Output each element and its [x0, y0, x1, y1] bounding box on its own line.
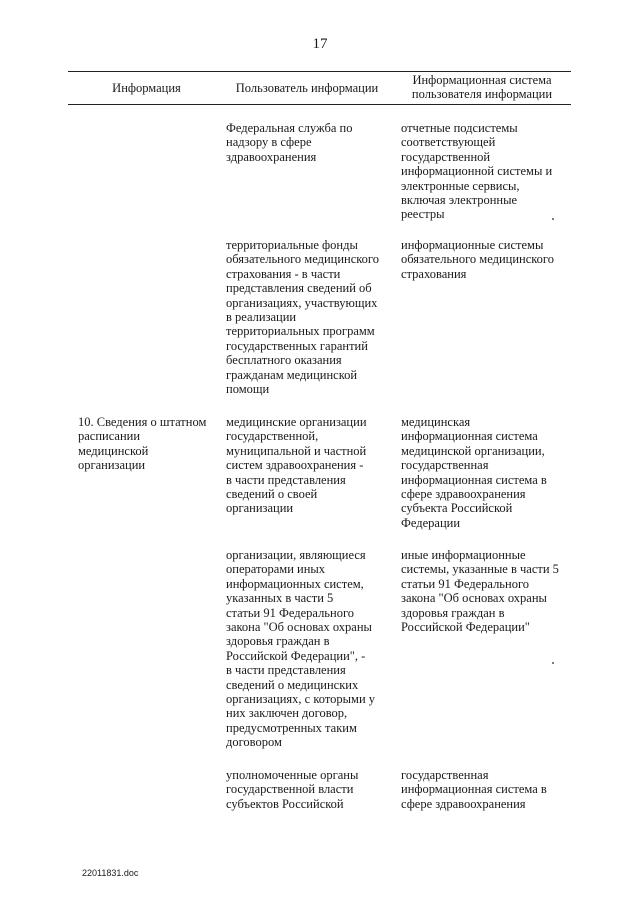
- row3-info: 10. Сведения о штатном расписании медицинской организации: [78, 415, 207, 473]
- table-header-rule: [68, 104, 571, 105]
- row2-user: территориальные фонды обязательного медицинского страхования - в части представления сведений об организациях, участвующих в реализации территориальных программ государственных гарантий бесплатного оказания гражданам медицинской помощи: [226, 238, 380, 397]
- scan-speck: [552, 218, 554, 220]
- row1-user: Федеральная служба по надзору в сфере здравоохранения: [226, 121, 353, 164]
- header-user: Пользователь информации: [235, 81, 379, 95]
- page-number: 17: [312, 36, 328, 52]
- row4-system: иные информационные системы, указанные в части 5 статьи 91 Федерального закона "Об основах охраны здоровья граждан в Российской Федерации": [401, 548, 559, 635]
- row5-user: уполномоченные органы государственной власти субъектов Российской: [226, 768, 359, 811]
- document-filename: 22011831.doc: [82, 868, 139, 878]
- row1-system: отчетные подсистемы соответствующей государственной информационной системы и электронные сервисы, включая электронные реестры: [401, 121, 553, 222]
- row4-user: организации, являющиеся операторами иных информационных систем, указанных в части 5 статьи 91 Федерального закона "Об основах охраны здоровья граждан в Российской Федерации", - в части представления сведений о медицинских организациях, с которыми у них заключен договор, предусмотренных таким договором: [226, 548, 376, 750]
- header-system: Информационная система пользователя информации: [411, 73, 553, 101]
- scan-speck: [552, 662, 554, 664]
- row2-system: информационные системы обязательного медицинского страхования: [401, 238, 555, 281]
- header-info: Информация: [112, 81, 181, 95]
- row3-user: медицинские организации государственной, муниципальной и частной систем здравоохранения - в части представления сведений о своей организации: [226, 415, 367, 516]
- row3-system: медицинская информационная система медицинской организации, государственная информационная система в сфере здравоохранения субъекта Российской Федерации: [401, 415, 547, 530]
- row5-system: государственная информационная система в сфере здравоохранения: [401, 768, 547, 811]
- table-top-rule: [68, 71, 571, 72]
